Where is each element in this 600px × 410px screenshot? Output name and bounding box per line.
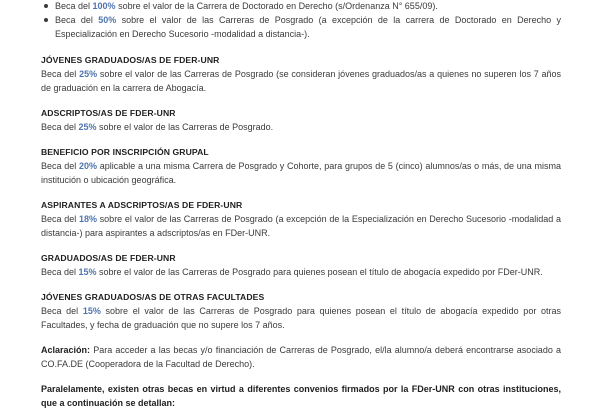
benefit-description: sobre el valor de las Carreras de Posgrado para quienes posean el título de abogacía expedido por otras Facultades, y fecha de graduación que no supere los 7 años. xyxy=(41,306,561,330)
section-heading: JÓVENES GRADUADOS/AS DE OTRAS FACULTADES xyxy=(41,292,265,302)
bullet-dot-icon xyxy=(44,18,48,22)
section-heading: BENEFICIO POR INSCRIPCIÓN GRUPAL xyxy=(41,147,209,157)
benefit-percent: 18% xyxy=(78,214,97,224)
benefit-percent: 25% xyxy=(78,122,97,132)
benefit-prefix: Beca del xyxy=(41,69,80,79)
clarification-label: Aclaración: xyxy=(41,345,91,355)
benefit-prefix: Beca del xyxy=(41,161,79,171)
section-graduados-fder xyxy=(41,251,561,279)
section-heading: ASPIRANTES A ADSCRIPTOS/AS DE FDER-UNR xyxy=(41,200,243,210)
section-jovenes-graduados-fder xyxy=(41,53,561,95)
benefit-prefix: Beca del xyxy=(41,122,79,132)
benefit-prefix: Beca del xyxy=(55,1,93,11)
benefit-percent: 25% xyxy=(79,69,98,79)
clarification-text: Para acceder a las becas y/o financiación de Carreras de Posgrado, el/la alumno/a deberá encontrarse asociado a CO.FA.DE (Cooperadora de la Facultad de Derecho). xyxy=(41,345,561,369)
list-item xyxy=(41,13,561,41)
benefit-percent: 15% xyxy=(78,267,97,277)
benefit-percent: 20% xyxy=(78,161,97,171)
benefit-description: sobre el valor de las Carreras de Posgrado para quienes posean el título de abogacía expedido por FDer-UNR. xyxy=(96,267,543,277)
benefit-prefix: Beca del xyxy=(41,267,79,277)
benefit-percent: 15% xyxy=(82,306,101,316)
section-heading: GRADUADOS/AS DE FDER-UNR xyxy=(41,253,176,263)
list-item xyxy=(41,0,561,13)
section-adscriptos-fder xyxy=(41,106,561,134)
section-jovenes-otras-facultades xyxy=(41,290,561,332)
benefit-prefix: Beca del xyxy=(55,15,99,25)
section-aspirantes-adscriptos xyxy=(41,198,561,240)
benefit-description: sobre el valor de las Carreras de Posgrado. xyxy=(96,122,274,132)
section-body xyxy=(41,120,561,134)
section-body xyxy=(41,159,561,187)
benefit-description: sobre el valor de las Carreras de Posgrado (a excepción de la Especialización en Derecho Sucesorio -modalidad a distancia-) para aspirantes a adscriptos/as en FDer-UNR. xyxy=(41,214,561,238)
doctorate-benefits-list xyxy=(41,0,561,41)
section-heading: ADSCRIPTOS/AS DE FDER-UNR xyxy=(41,108,176,118)
benefit-description: aplicable a una misma Carrera de Posgrado y Cohorte, para grupos de 5 (cinco) alumnos/as o más, de una misma institución o ubicación geográfica. xyxy=(41,161,562,185)
benefit-description: sobre el valor de las Carreras de Posgrado (a excepción de la carrera de Doctorado en Derecho y Especialización en Derecho Sucesorio -modalidad a distancia-). xyxy=(55,15,561,39)
bullet-dot-icon xyxy=(44,4,48,8)
section-body xyxy=(41,265,561,279)
benefit-percent: 50% xyxy=(98,15,117,25)
benefit-description: sobre el valor de la Carrera de Doctorado en Derecho (s/Ordenanza N° 655/09). xyxy=(115,1,438,11)
section-body xyxy=(41,304,561,332)
clarification-note xyxy=(41,343,561,371)
document-page xyxy=(41,0,561,410)
section-body xyxy=(41,67,561,95)
section-body xyxy=(41,212,561,240)
benefit-prefix: Beca del xyxy=(41,214,79,224)
section-heading: JÓVENES GRADUADOS/AS DE FDER-UNR xyxy=(41,55,220,65)
benefit-percent: 100% xyxy=(92,1,116,11)
closing-paragraph: Paralelamente, existen otras becas en virtud a diferentes convenios firmados por la FDer-UNR con otras instituciones, que a continuación se detallan: xyxy=(41,384,561,408)
benefit-description: sobre el valor de las Carreras de Posgrado (se consideran jóvenes graduados/as a quienes no superen los 7 años de graduación en la carrera de Abogacía. xyxy=(41,69,562,93)
benefit-prefix: Beca del xyxy=(41,306,83,316)
section-inscripcion-grupal xyxy=(41,145,561,187)
